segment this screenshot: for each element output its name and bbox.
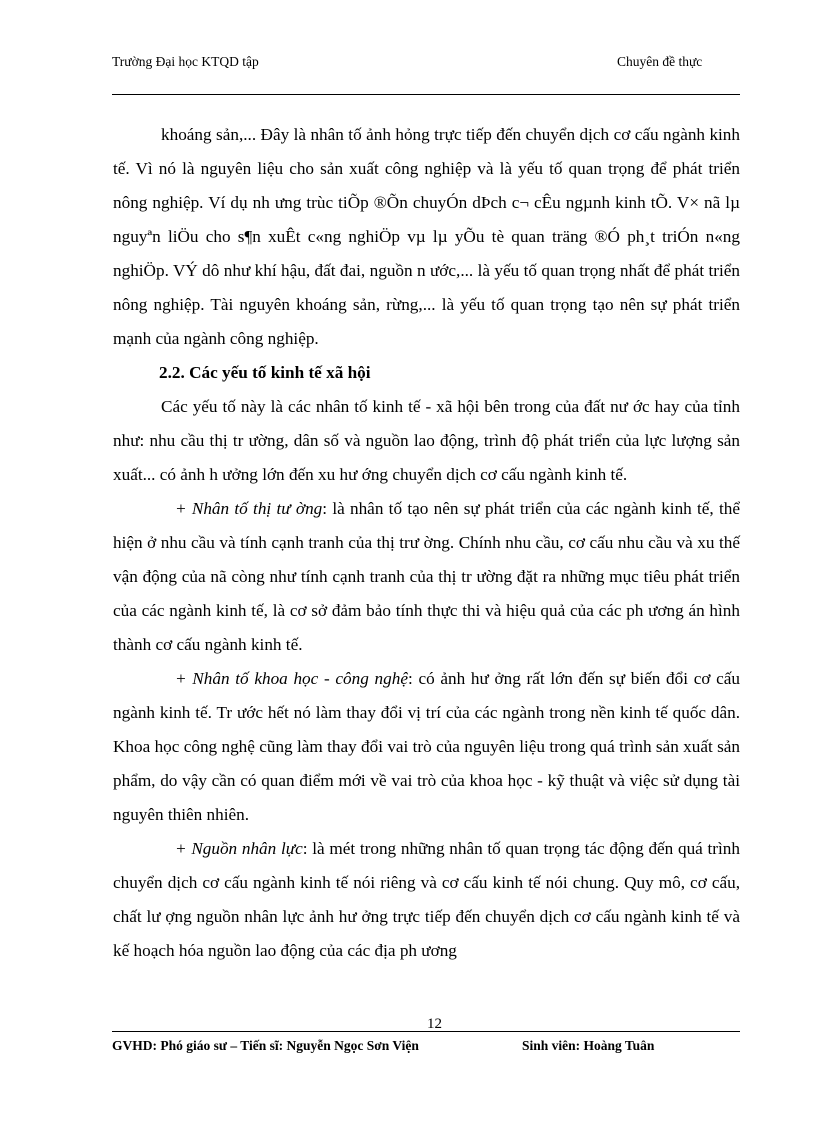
factor-term: + Nhân tố khoa học - công nghệ [175, 669, 408, 688]
document-body [113, 118, 740, 968]
factor-term: + Nguồn nhân lực [175, 839, 303, 858]
page-header [112, 52, 740, 95]
page-number: 12 [427, 1016, 442, 1032]
footer-student: Sinh viên: Hoàng Tuân [522, 1038, 655, 1053]
header-title: Chuyên đề thực [617, 54, 703, 69]
page-footer [112, 1031, 740, 1076]
factor-text: : có ảnh hư ởng rất lớn đến sự biến đổi cơ cấu ngành kinh tế. Tr ước hết nó làm thay đổi vị trí của các ngành trong nền kinh tế quốc dân. Khoa học công nghệ cũng làm thay đổi vai trò của nguyên liệu trong quá trình sản xuất sản phẩm, do vậy cần có quan điểm mới về vai trò của khoa học - kỹ thuật và việc sử dụng tài nguyên thiên nhiên. [113, 669, 740, 824]
factor-text: : là mét trong những nhân tố quan trọng tác động đến quá trình chuyển dịch cơ cấu ngành kinh tế nói riêng và cơ cấu kinh tế nói chung. Quy mô, cơ cấu, chất lư ợng nguồn nhân lực ảnh hư ởng trực tiếp đến chuyển dịch cơ cấu ngành kinh tế và kế hoạch hóa nguồn lao động của các địa ph ương [113, 839, 740, 960]
section-intro: Các yếu tố này là các nhân tố kinh tế - xã hội bên trong của đất nư ớc hay của tỉnh như: nhu cầu thị tr ường, dân số và nguồn lao động, trình độ phát triển của lực lượng sản xuất... có ảnh h ưởng lớn đến xu hư ớng chuyển dịch cơ cấu ngành kinh tế. [113, 397, 740, 484]
factor-term: + Nhân tố thị tư ờng [175, 499, 323, 518]
factor-text: : là nhân tố tạo nên sự phát triển của các ngành kinh tế, thể hiện ở nhu cầu và tính cạnh tranh của thị trư ờng. Chính nhu cầu, cơ cấu nhu cầu và xu thế vận động của nã còng như tính cạnh tranh của thị tr ường đặt ra những mục tiêu phát triển của các ngành kinh tế, là cơ sở đảm bảo tính thực thi và hiệu quả của các ph ương án hình thành cơ cấu ngành kinh tế. [113, 499, 741, 654]
footer-supervisor: GVHD: Phó giáo sư – Tiến sĩ: Nguyễn Ngọc Sơn Viện [112, 1038, 419, 1053]
factor-market [113, 492, 740, 662]
factor-human-resources [113, 832, 740, 968]
factor-science [113, 662, 740, 832]
paragraph: khoáng sản,... Đây là nhân tố ảnh hỏng trực tiếp đến chuyển dịch cơ cấu ngành kinh tế. Vì nó là nguyên liệu cho sản xuất công nghiệp và là yếu tố quan trọng để phát triển nông nghiệp. Ví dụ nh ưng trùc tiÕp ®Õn chuyÓn dÞch c¬ cÊu ngµnh kinh tÕ. V× nã lµ nguyªn liÖu cho s¶n xuÊt c«ng nghiÖp vµ lµ yÕu tè quan träng ®Ó ph¸t triÓn n«ng nghiÖp. VÝ dô như khí hậu, đất đai, nguồn n ước,... là yếu tố quan trọng nhất để phát triển nông nghiệp. Tài nguyên khoáng sản, rừng,... là yếu tố quan trọng tạo nên sự phát triển mạnh của ngành công nghiệp. [113, 125, 740, 348]
section-heading: 2.2. Các yếu tố kinh tế xã hội [159, 363, 371, 382]
header-school: Trường Đại học KTQD tập [112, 54, 259, 69]
